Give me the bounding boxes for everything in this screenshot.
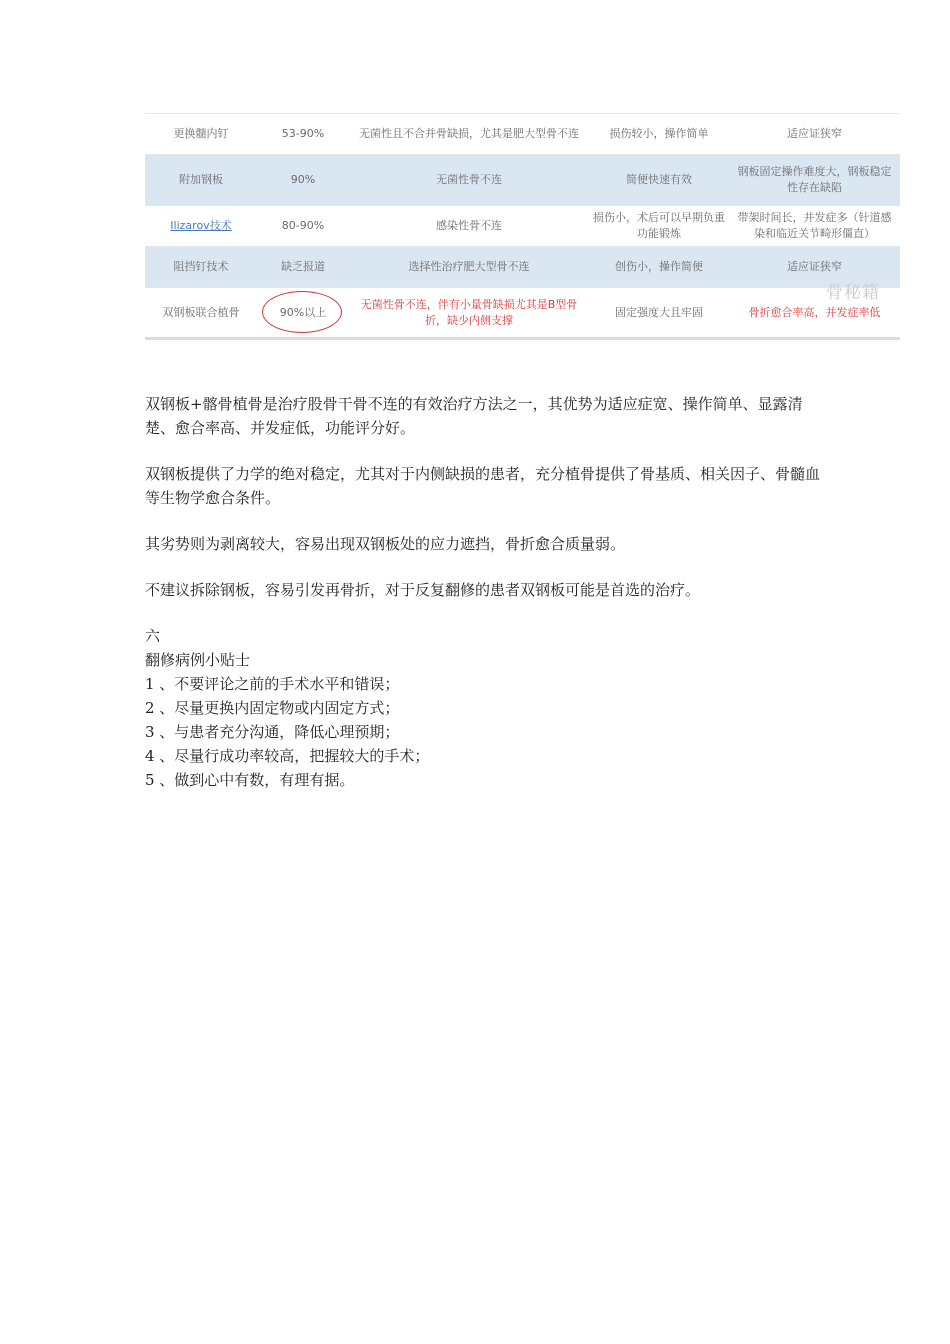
rate-cell: 80-90% [257,206,349,247]
section-title: 翻修病例小贴士 [145,651,251,669]
table-row [145,247,900,288]
watermark [826,278,880,303]
disadvantage-cell: 钢板固定操作难度大，钢板稳定性存在缺陷 [729,155,900,206]
paragraph: 双钢板+髂骨植骨是治疗股骨干骨不连的有效治疗方法之一，其优势为适应症宽、操作简单、显露清楚、愈合率高、并发症低，功能评分好。 [145,395,803,437]
indication-cell: 无菌性且不合并骨缺损，尤其是肥大型骨不连 [349,114,589,155]
tips-section [145,624,825,792]
list-item: 5 、做到心中有数，有理有据。 [145,771,355,789]
rate-cell [257,288,349,339]
list-item: 1 、不要评论之前的手术水平和错误； [145,675,400,693]
advantage-cell: 简便快速有效 [589,155,729,206]
treatment-comparison-table [145,113,900,340]
advantage-cell: 固定强度大且牢固 [589,288,729,339]
rate-value: 90%以上 [279,305,327,319]
highlighted-rate [280,305,326,321]
method-cell: Ilizarov技术 [145,206,257,247]
indication-cell: 无菌性骨不连，伴有小量骨缺损尤其是B型骨折，缺少内侧支撑 [349,288,589,339]
advantage-cell: 创伤小，操作简便 [589,247,729,288]
method-cell: 附加钢板 [145,155,257,206]
paragraph: 其劣势则为剥离较大，容易出现双钢板处的应力遮挡，骨折愈合质量弱。 [145,535,626,553]
paragraph: 不建议拆除钢板，容易引发再骨折，对于反复翻修的患者双钢板可能是首选的治疗。 [145,581,701,599]
disadvantage-cell: 适应证狭窄 [729,247,900,288]
rate-cell: 90% [257,155,349,206]
indication-cell: 选择性治疗肥大型骨不连 [349,247,589,288]
comparison-table-image [145,113,900,335]
rate-cell: 53-90% [257,114,349,155]
disadvantage-cell: 适应证狭窄 [729,114,900,155]
table-row [145,206,900,247]
list-item: 3 、与患者充分沟通，降低心理预期； [145,723,400,741]
article-body [145,392,825,792]
table-row [145,155,900,206]
disadvantage-cell: 带架时间长，并发症多（针道感染和临近关节畸形僵直） [729,206,900,247]
indication-cell: 感染性骨不连 [349,206,589,247]
highlight-circle [262,291,342,333]
section-number: 六 [145,627,161,645]
advantage-cell: 损伤小，术后可以早期负重功能锻炼 [589,206,729,247]
watermark-text: 骨秘籍 [826,283,880,303]
table-row [145,288,900,339]
list-item: 4 、尽量行成功率较高，把握较大的手术； [145,747,430,765]
list-item: 2 、尽量更换内固定物或内固定方式； [145,699,400,717]
disadvantage-cell: 骨折愈合率高，并发症率低 [729,288,900,339]
method-cell: 阻挡钉技术 [145,247,257,288]
rate-cell: 缺乏报道 [257,247,349,288]
method-cell: 更换髓内钉 [145,114,257,155]
table-row [145,114,900,155]
paragraph: 双钢板提供了力学的绝对稳定，尤其对于内侧缺损的患者，充分植骨提供了骨基质、相关因子、骨髓血等生物学愈合条件。 [145,465,821,507]
method-cell: 双钢板联合植骨 [145,288,257,339]
indication-cell: 无菌性骨不连 [349,155,589,206]
advantage-cell: 损伤较小，操作简单 [589,114,729,155]
